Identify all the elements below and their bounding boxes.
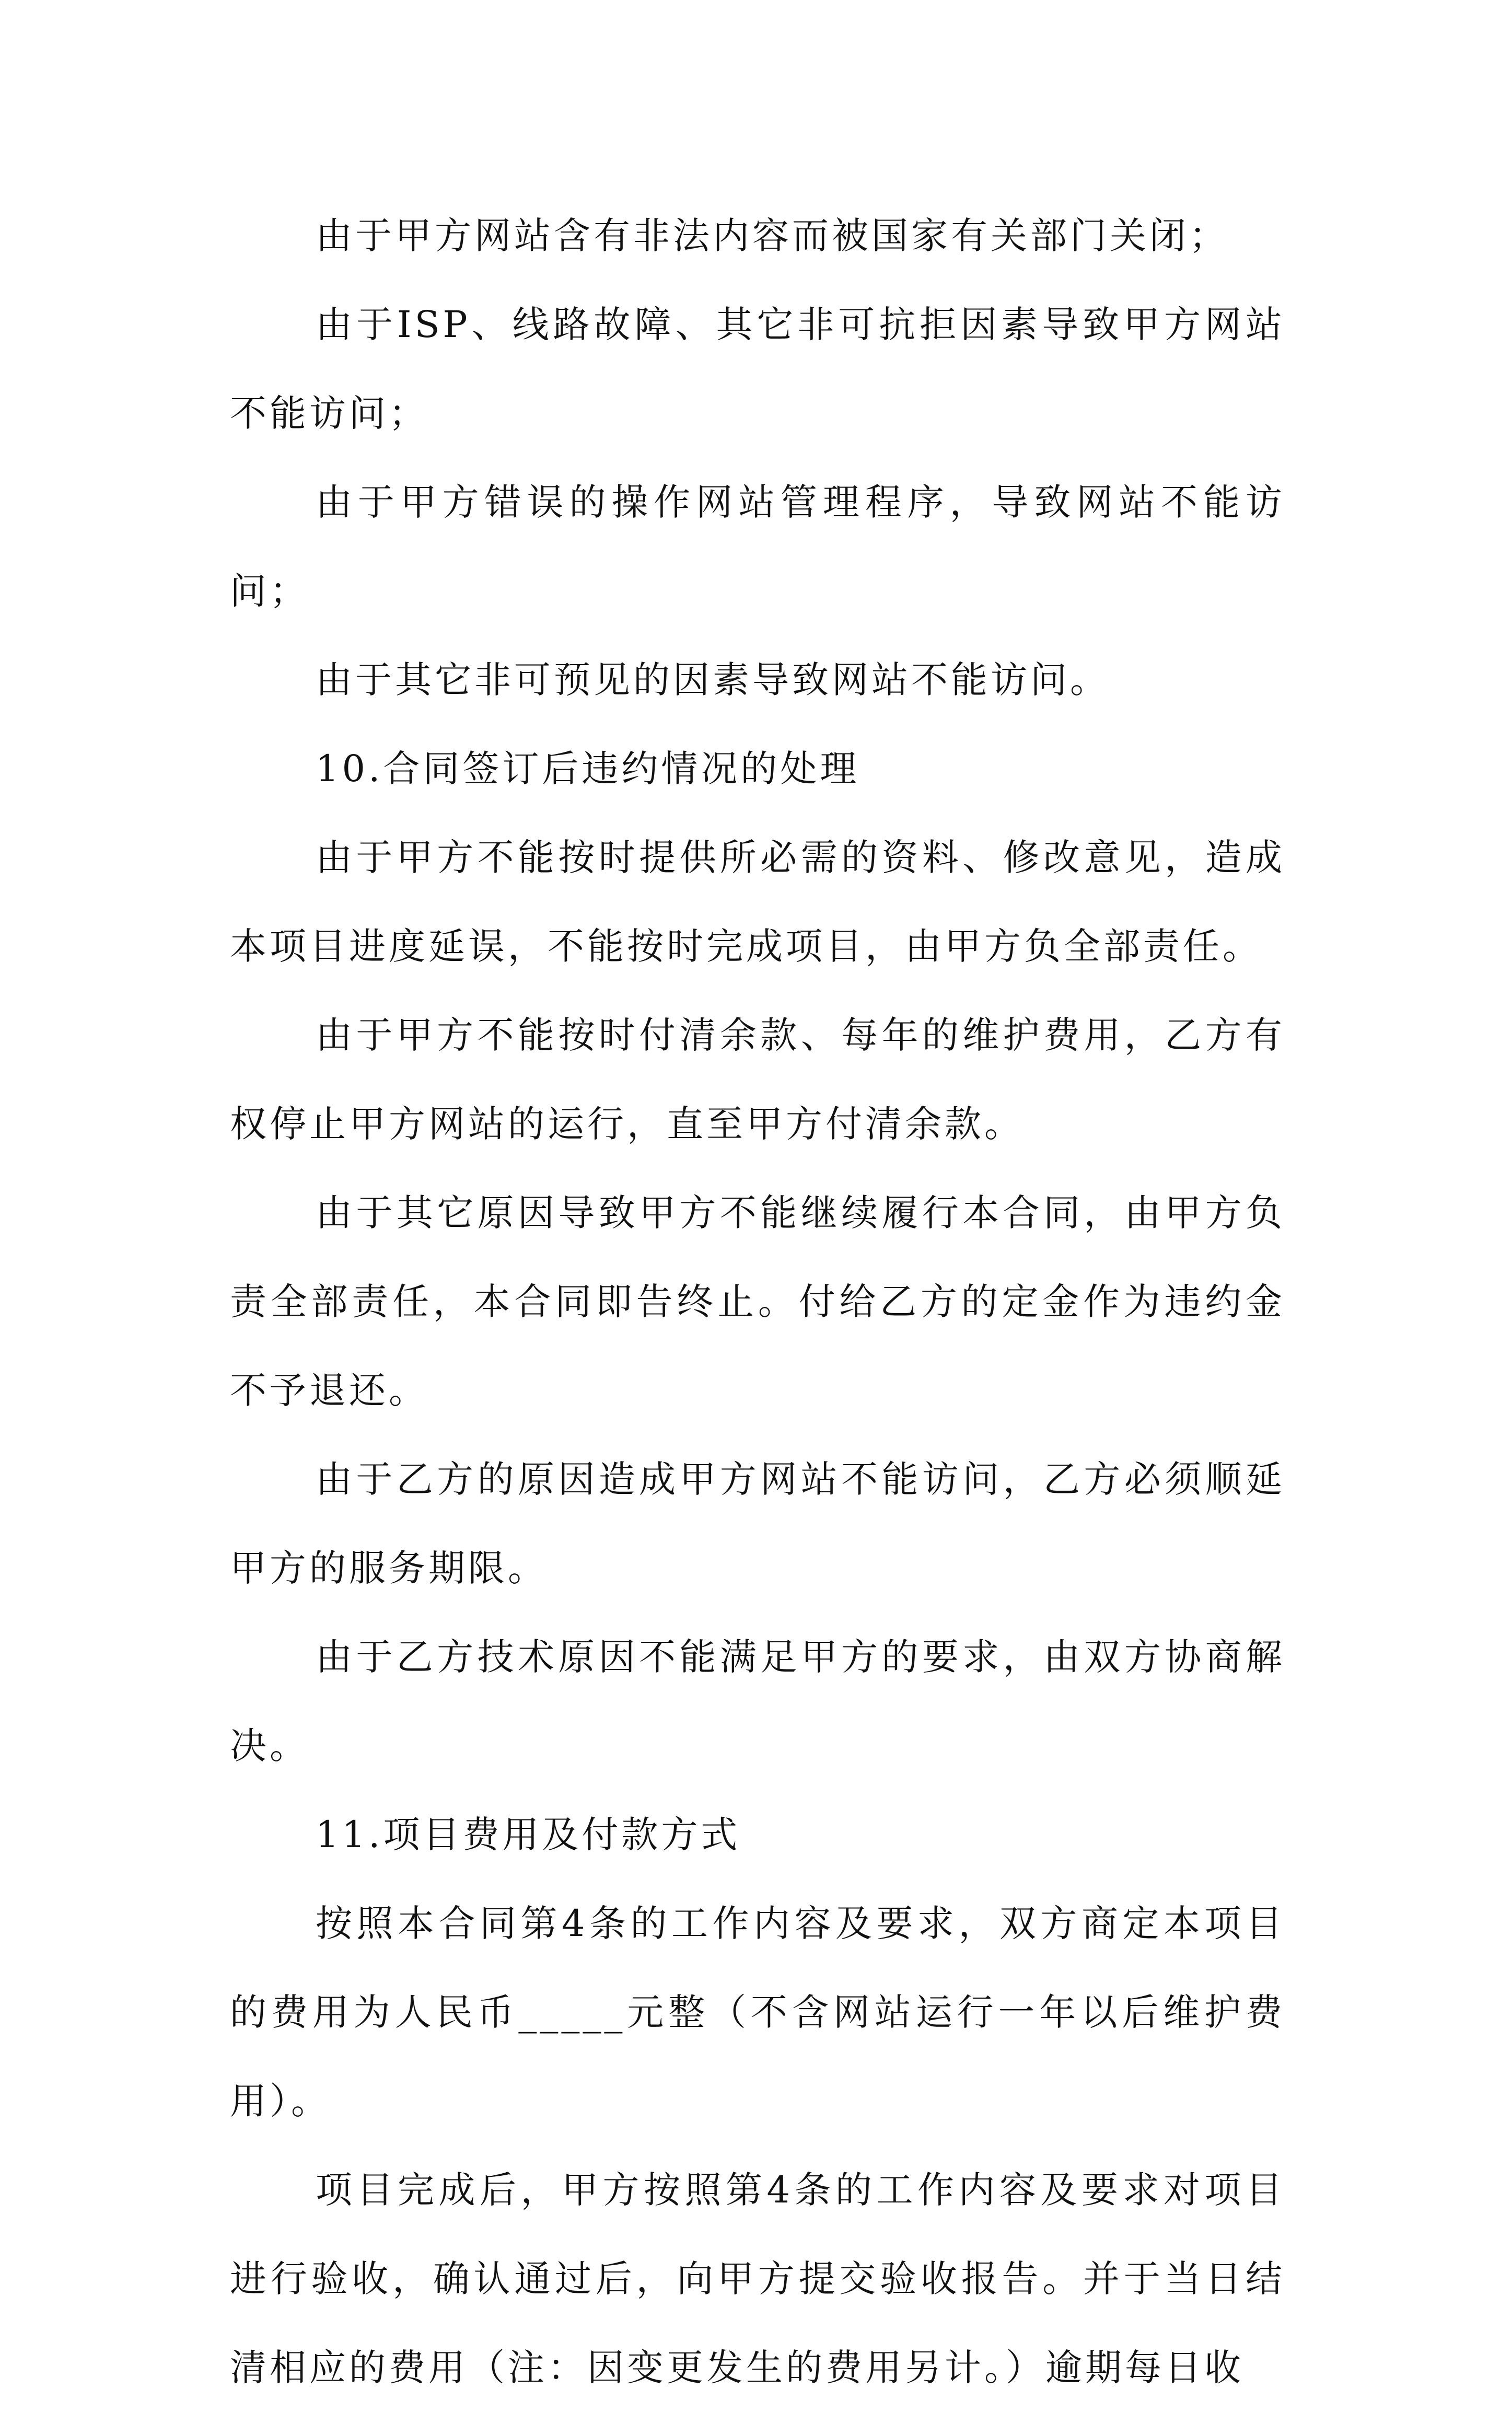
paragraph-service-extension: 由于乙方的原因造成甲方网站不能访问，乙方必须顺延甲方的服务期限。 <box>230 1458 1285 1590</box>
paragraph-isp-failure: 由于ISP、线路故障、其它非可抗拒因素导致甲方网站不能访问； <box>230 303 1285 435</box>
section-heading-fees: 11.项目费用及付款方式 <box>316 1813 741 1856</box>
document-body <box>230 191 1285 2412</box>
paragraph-illegal-content: 由于甲方网站含有非法内容而被国家有关部门关闭； <box>316 214 1229 257</box>
paragraph-operation-error: 由于甲方错误的操作网站管理程序，导致网站不能访问； <box>230 481 1285 612</box>
paragraph-acceptance: 项目完成后，甲方按照第4条的工作内容及要求对项目进行验收，确认通过后，向甲方提交验收报告。并于当日结清相应的费用（注：因变更发生的费用另计。）逾期每日收 <box>230 2169 1285 2389</box>
paragraph-unforeseen-factors: 由于其它非可预见的因素导致网站不能访问。 <box>316 658 1110 701</box>
paragraph-materials-delay: 由于甲方不能按时提供所必需的资料、修改意见，造成本项目进度延误，不能按时完成项目，由甲方负全部责任。 <box>230 836 1285 968</box>
paragraph-project-fee: 按照本合同第4条的工作内容及要求，双方商定本项目的费用为人民币_____元整（不含网站运行一年以后维护费用）。 <box>230 1902 1285 2123</box>
paragraph-contract-termination: 由于其它原因导致甲方不能继续履行本合同，由甲方负责全部责任，本合同即告终止。付给乙方的定金作为违约金不予退还。 <box>230 1191 1285 1412</box>
paragraph-technical-issue: 由于乙方技术原因不能满足甲方的要求，由双方协商解决。 <box>230 1636 1285 1767</box>
paragraph-payment-default: 由于甲方不能按时付清余款、每年的维护费用，乙方有权停止甲方网站的运行，直至甲方付清余款。 <box>230 1014 1285 1145</box>
section-heading-breach: 10.合同签订后违约情况的处理 <box>316 747 860 790</box>
